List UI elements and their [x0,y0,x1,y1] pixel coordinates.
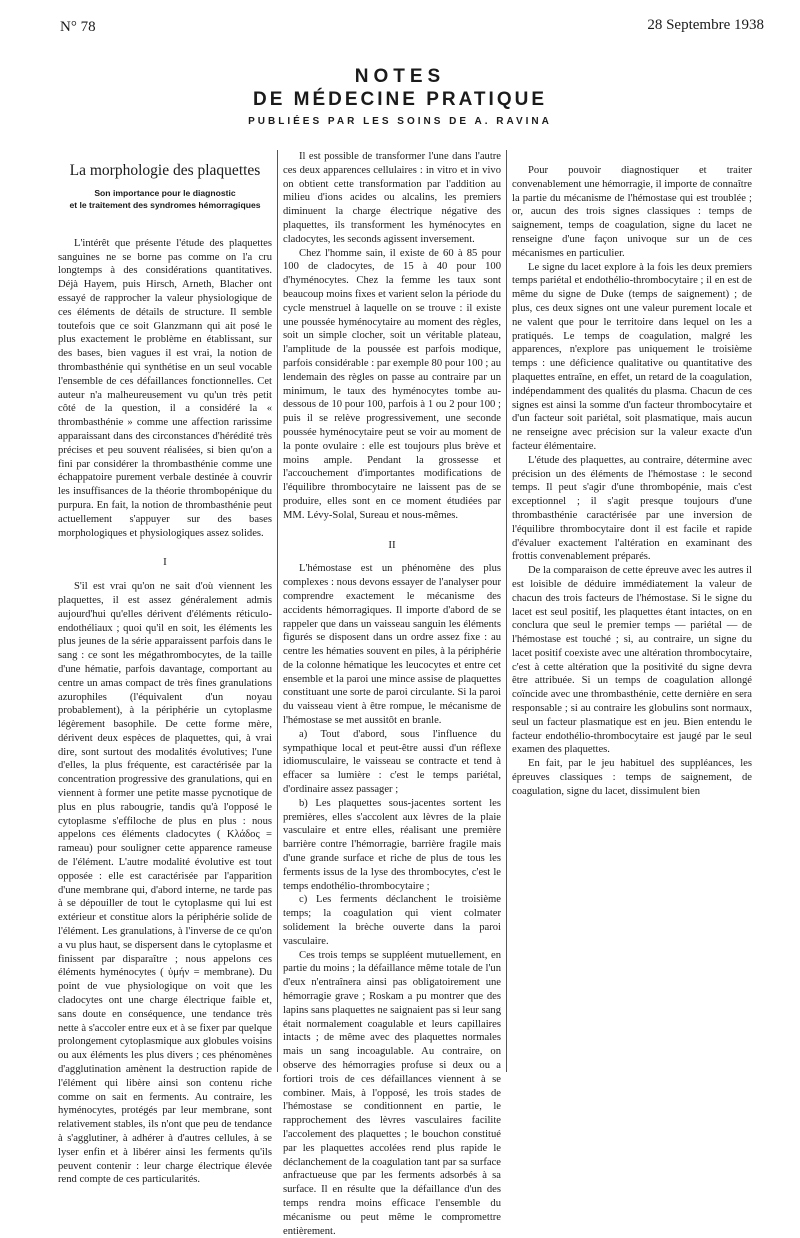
article-subtitle-line-2: et le traitement des syndromes hémorragiques [69,199,261,210]
masthead-title: NOTES [354,66,446,87]
issue-date: 28 Septembre 1938 [647,17,764,33]
column-1 [58,160,272,1186]
column-divider [506,150,507,1072]
paragraph: Chez l'homme sain, il existe de 60 à 85 pour 100 de cladocytes, de 15 à 40 pour 100 d'hyménocytes. Chez la femme les taux sont beaucoup moins fixes et varient selon la période du cycle menstruel à laquelle on se trouve : il existe une poussée hyménocytaire au moment des règles, soit un simple clocher, soit un véritable plateau, l'amplitude de la poussée est parfois modique, parfois considérable : par exemple 80 pour 100 ; au lendemain des règles on passe au contraire par un minimum, le taux des hyménocytes tombe au-dessous de 10 pour 100, parfois à 1 ou 2 pour 100 ; puis il se relève progressivement, une seconde poussée hyménocytaire peut se voir au moment de la ponte ovulaire : elle est toujours plus brève et moins ample. Pendant la grossesse et l'accouchement d'importantes modifications de l'équilibre thrombocytaire ne laissent pas de se produire, elles sont en ce moment étudiées par MM. Lévy-Solal, Sureau et nous-mêmes. [283,247,501,521]
masthead-subtitle: DE MÉDECINE PRATIQUE [252,89,547,110]
article-title: La morphologie des plaquettes [69,162,261,179]
paragraph: En fait, par le jeu habituel des suppléances, les épreuves classiques : temps de saignement, de coagulation, signe du lacet, dissimulent bien [512,758,752,797]
paragraph: c) Les ferments déclanchent le troisième temps; la coagulation qui vient colmater solidement la brèche ouverte dans la paroi vasculaire. [283,894,501,947]
masthead-editor: PUBLIÉES PAR LES SOINS DE A. RAVINA [248,116,552,127]
paragraph: Le signe du lacet explore à la fois les deux premiers temps pariétal et endothélio-thrombocytaire ; il en est de même du signe de Duke (temps de saignement) ; de plus, ces deux signes ont une valeur purement locale et ne valent que pour le territoire dans lequel on les a pratiqués. Le temps de coagulation, malgré les apparences, n'explore pas uniquement le troisième temps : une déficience qualitative ou quantitative des plaquettes entraîne, en effet, un retard de la coagulation, indépendamment des qualités du plasma. Chacun de ces signes est ainsi la somme d'un facteur thrombocytaire et d'un facteur soit pariétal, soit plasmatique, mais aucun ne renseigne avec précision sur la valeur exacte d'un facteur élémentaire. [512,261,752,452]
section-heading: II [388,538,396,551]
paragraph: L'intérêt que présente l'étude des plaquettes sanguines ne se borne pas comme on l'a cru longtemps à des considérations quantitatives. Déjà Hayem, puis Hirsch, Arneth, Blacher ont essayé de rapprocher la valeur physiologique de ces éléments de détails de structure. Il semble toutefois que ce soit Glanzmann qui ait posé le plus exactement le problème en établissant, sur des bases, bien vagues il est vrai, la notion de thrombasthénie qui synthétise en un seul vocable l'ensemble de ces défaillances fonctionnelles. Cet auteur n'a malheureusement vu qu'un très petit côté de la question, il a considéré la « thrombasthénie » comme une affection rarissime apparaissant dans des circonstances d'hérédité très précises et peu souvent réalisées, si bien qu'on a fini par considérer la thrombasthénie comme une échappatoire purement verbale destinée à couvrir les insuffisances de la théorie thrombopénique du purpura. En fait, la notion de thrombasthénie peut actuellement s'appuyer sur des bases morphologiques et physiologiques assez solides. [58,237,272,539]
issue-number: N° 78 [60,19,96,35]
article-subtitle [58,187,272,211]
column-3 [512,150,752,799]
paragraph: b) Les plaquettes sous-jacentes sortent les premières, elles s'accolent aux lèvres de la plaie vasculaire et entre elles, réalisant une première barrière contre l'hémorragie, barrière fragile mais d'une grande surface et riche de plus de tous les ferments issus de la lyse des thrombocytes, c'est le temps endothélio-thrombocytaire ; [283,797,501,892]
paragraph: a) Tout d'abord, sous l'influence du sympathique local et peut-être aussi d'un réflexe idiomusculaire, le vaisseau se contracte et tend à effacer sa lumière : c'est le temps pariétal, d'ordinaire assez passager ; [283,728,501,796]
column-2 [283,150,501,1237]
article-subtitle-line-1: Son importance pour le diagnostic [94,187,236,198]
paragraph: L'hémostase est un phénomène des plus complexes : nous devons essayer de l'analyser pour comprendre exactement le mécanisme des accidents hémorragiques. Il importe d'abord de se rappeler que dans un vaisseau sanguin les éléments figurés se disposent dans un ordre assez fixe : au centre les hématies souvent en piles, à la périphérie de la colonne hématique les leucocytes et entre cet ensemble et la paroi une mince assise de plaquettes constituant une sorte de paroi circulante. Si la paroi du vaisseau vient à être rompue, le mécanisme de l'hémostase se met aussitôt en branle. [283,563,501,727]
paragraph: S'il est vrai qu'on ne sait d'où viennent les plaquettes, il est assez généralement admis aujourd'hui qu'elles dérivent d'éléments réticulo-endothéliaux ; quoi qu'il en soit, les éléments les plus jeunes de la série apparaissent parfois dans le sang : ce sont les mégathrombocytes, de la taille d'une hématie, parfois davantage, comportant au centre un amas compact de très fines granulations azurophiles (l'équivalent d'un noyau probablement), à la périphérie un cytoplasme légèrement basophile. De cette forme mère, dérivent deux espèces de plaquettes, qui, à vrai dire, sont surtout des modalités évolutives; l'une d'elles, la plus fréquente, est caractérisée par la concentration progressive des granulations, qui en viennent à former une petite masse pycnotique de plus en plus rabougrie, tandis qu'à l'opposé le cytoplasme s'effiloche de plus en plus : nous appelons ces éléments cladocytes ( Κλάδος = rameau) pour souligner cette apparence rameuse de l'élément. L'autre modalité évolutive est tout opposée : elle est caractérisée par l'apparition d'une membrane qui, d'abord interne, ne tarde pas à se dépouiller de tout le cytoplasme qui lui est extérieur et constitue alors la périphérie solide de l'élément. Les granulations, à l'inverse de ce qu'on a vu plus haut, se dispersent dans le cytoplasme et finissent par disparaître ; nous appelons ces éléments hyménocytes ( ὑμήν = membrane). Du point de vue physiologique on voit que les cladocytes ont une charge électrique faible et, sans doute en conséquence, une tendance très nette à s'accoler entre eux et à se fixer par quelque prolongement cytoplasmique aux globules voisins ou aux éléments les plus divers ; ces phénomènes d'agglutination amènent la destruction rapide de l'élément qui libère ainsi son contenu riche comme on sait en ferments. Au contraire, les hyménocytes, protégés par leur membrane, sont relativement stables, ils n'ont que peu de tendance à s'agglutiner, à adhérer à d'autres cellules, à se lyser enfin et à libérer ainsi les ferments qu'ils peuvent contenir : leur charge électrique élevée rend compte de ces particularités. [58,581,272,1186]
paragraph: L'étude des plaquettes, au contraire, détermine avec précision un des éléments de l'hémostase : le second temps. Il peut s'agir d'une thrombopénie, mais c'est exceptionnel ; il s'agit presque toujours d'une thrombasthénie caractérisée par une inversion de l'équilibre thrombocytaire dont il est facile et rapide d'évaluer exactement l'altération en examinant des frottis convenablement préparés. [512,454,752,563]
paragraph: Ces trois temps se suppléent mutuellement, en partie du moins ; la défaillance même totale de l'un d'eux n'entraînera ainsi pas obligatoirement une hémorragie grave ; Roskam a pu montrer que des lapins sans plaquettes ne saignaient pas si leur sang était normalement coagulable et leurs capillaires intacts ; de même avec des plaquettes normales mais un sang incoagulable. Au contraire, on observe des hémorragies profuse si deux ou a fortiori trois de ces défaillances viennent à se combiner. Mais, à l'opposé, les trois stades de l'hémostase se conditionnent en partie, le rapprochement des lèvres vasculaires facilite l'accolement des plaquettes ; le bouchon constitué par les plaquettes accolées rend plus rapide le déclanchement de la coagulation tant par sa surface anfractueuse que par les ferments adsorbés à sa surface. Il en résulte que la défaillance d'un des temps rendra moins efficace l'ensemble du mécanisme ou peut même le compromettre entièrement. [283,949,501,1237]
section-heading: I [163,556,167,569]
column-divider [277,150,278,1072]
paragraph: Il est possible de transformer l'une dans l'autre ces deux apparences cellulaires : in vitro et in vivo on obtient cette transformation par l'addition au milieu d'ions acides ou alcalins, les premiers diminuent la charge électrique négative des plaquettes, ils transforment les hyménocytes en cladocytes, les seconds agissent inversement. [283,151,501,245]
paragraph: De la comparaison de cette épreuve avec les autres il est loisible de déduire immédiatement la valeur de chacun des trois facteurs de l'hémostase. Si le signe du lacet est seul positif, les plaquettes étant intactes, on en conclura que seul le premier temps — pariétal — de l'hémostase est touché ; si, au contraire, un signe du lacet positif coexiste avec une altération thrombocytaire, c'est à cette altération que la positivité du signe devra être attribuée. Si un temps de coagulation allongé coïncide avec une thrombasthénie, cette dernière en sera responsable ; si au contraire les globulins sont normaux, seul un facteur plasmatique est en jeu. Bien entendu le facteur endothélio-thrombocytaire est jaugé par le seul examen des plaquettes. [512,565,752,756]
paragraph: Pour pouvoir diagnostiquer et traiter convenablement une hémorragie, il importe de connaître la partie du mécanisme de l'hémostase qui est troublée ; or, aucun des trois signes classiques : temps de saignement, temps de coagulation, signe du lacet ne renseigne d'une façon univoque sur un de ces mécanismes en particulier. [512,165,752,259]
